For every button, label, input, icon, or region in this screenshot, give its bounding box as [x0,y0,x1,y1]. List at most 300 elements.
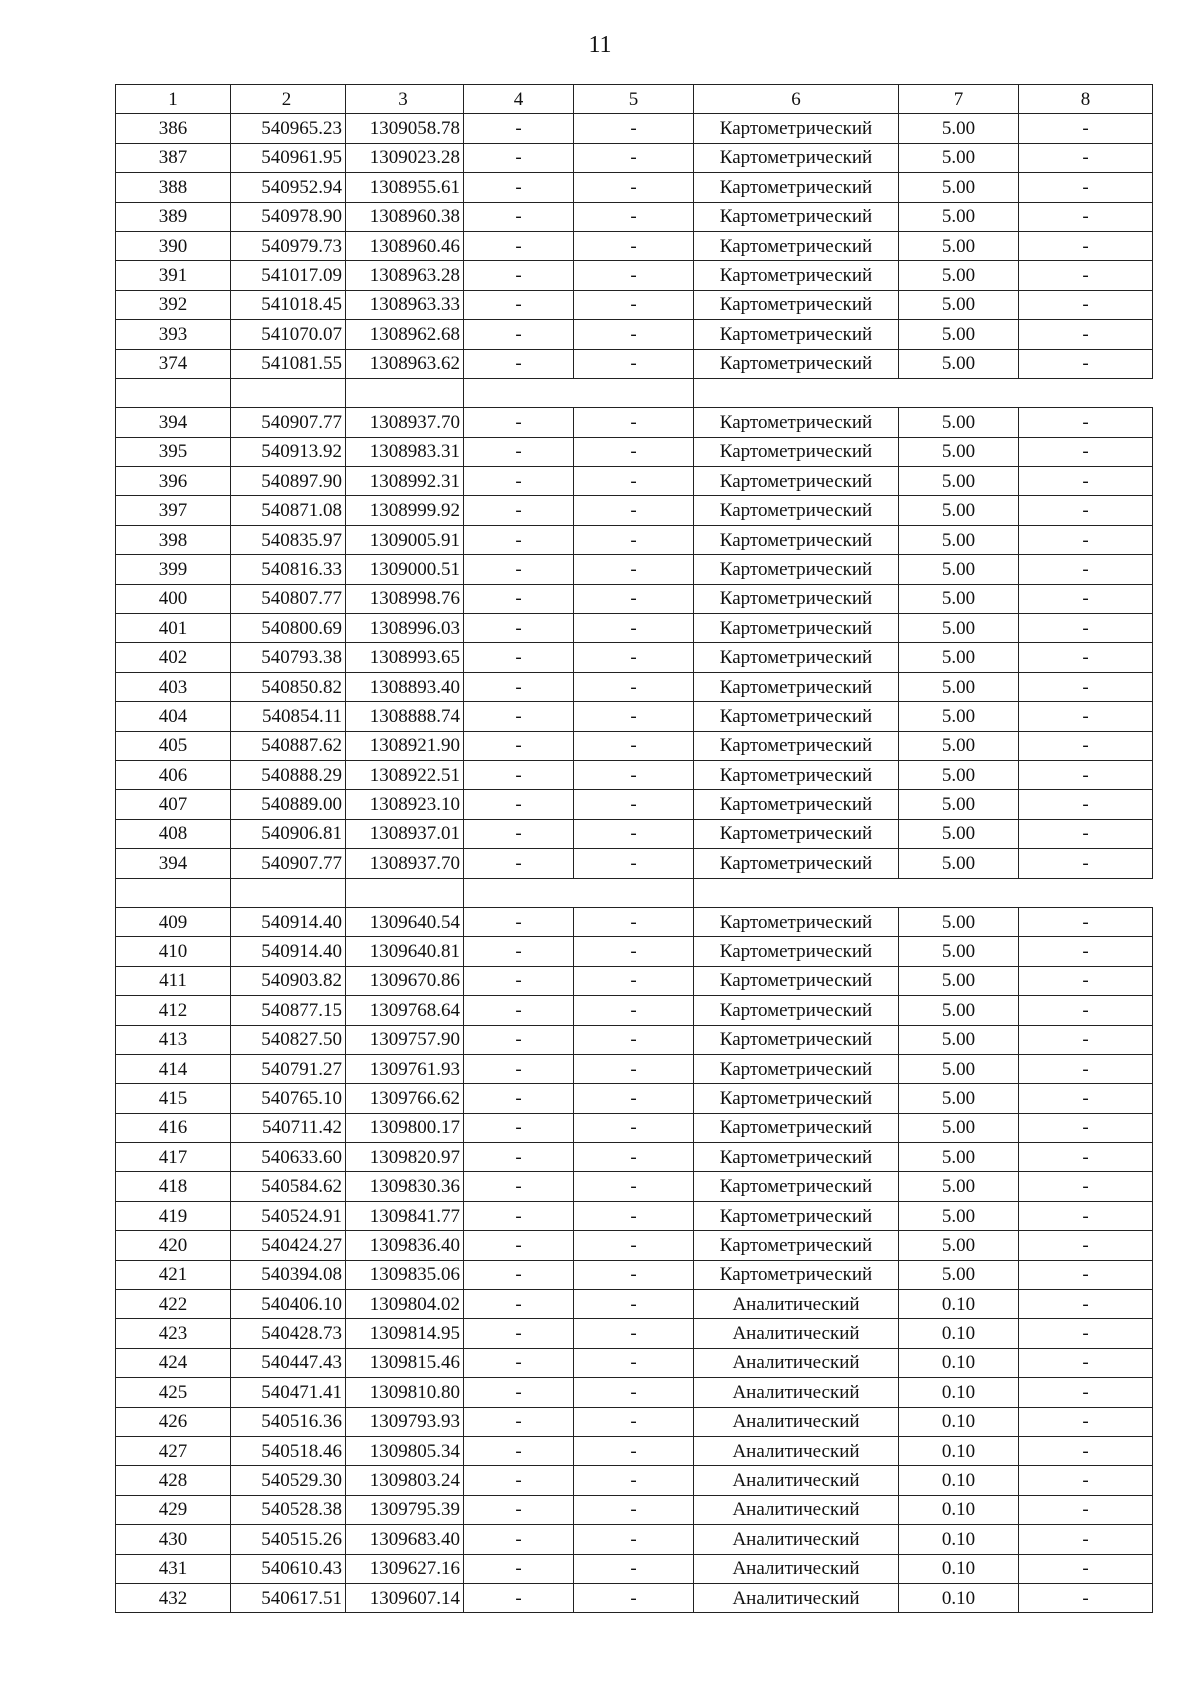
empty-cell [346,378,464,407]
table-cell: Картометрический [694,702,899,731]
table-cell: - [464,349,574,378]
table-cell: - [574,1084,694,1113]
table-cell: 1309640.81 [346,937,464,966]
table-cell: Картометрический [694,849,899,878]
table-cell: - [1019,1025,1153,1054]
table-cell: 0.10 [899,1554,1019,1583]
table-cell: - [1019,496,1153,525]
table-cell: - [574,1231,694,1260]
table-cell: 5.00 [899,143,1019,172]
column-header: 1 [116,85,231,114]
table-cell: 540961.95 [231,143,346,172]
table-cell: 540965.23 [231,114,346,143]
table-row [116,1466,1153,1495]
table-cell: Картометрический [694,1054,899,1083]
table-cell: 540424.27 [231,1231,346,1260]
table-cell: 541017.09 [231,261,346,290]
table-cell: - [574,437,694,466]
table-cell: - [1019,614,1153,643]
table-cell: Картометрический [694,996,899,1025]
table-cell: Аналитический [694,1348,899,1377]
table-cell: - [1019,819,1153,848]
table-row [116,1290,1153,1319]
table-cell: - [574,525,694,554]
table-cell: - [574,907,694,936]
table-cell: Картометрический [694,231,899,260]
table-cell: 1308992.31 [346,467,464,496]
empty-cell [899,878,1019,907]
empty-cell [1019,878,1153,907]
table-cell: - [1019,1436,1153,1465]
table-cell: Картометрический [694,320,899,349]
table-cell: Картометрический [694,584,899,613]
table-cell: 1309810.80 [346,1378,464,1407]
table-cell: 540913.92 [231,437,346,466]
table-cell: - [574,496,694,525]
table-cell: 540633.60 [231,1143,346,1172]
table-cell: - [464,231,574,260]
table-cell: Картометрический [694,937,899,966]
table-cell: 5.00 [899,1231,1019,1260]
table-cell: - [464,1143,574,1172]
table-cell: 5.00 [899,672,1019,701]
table-cell: - [574,231,694,260]
table-cell: 390 [116,231,231,260]
table-cell: 398 [116,525,231,554]
table-cell: 540854.11 [231,702,346,731]
table-row [116,1319,1153,1348]
table-cell: 0.10 [899,1583,1019,1612]
table-cell: - [1019,702,1153,731]
table-cell: - [1019,1495,1153,1524]
table-cell: Картометрический [694,143,899,172]
table-cell: 540765.10 [231,1084,346,1113]
table-row [116,555,1153,584]
table-cell: 423 [116,1319,231,1348]
table-cell: - [574,584,694,613]
table-cell: 5.00 [899,1260,1019,1289]
table-cell: 5.00 [899,1172,1019,1201]
table-cell: Аналитический [694,1583,899,1612]
table-cell: - [1019,1290,1153,1319]
table-cell: 5.00 [899,496,1019,525]
table-cell: 5.00 [899,760,1019,789]
empty-cell [116,378,231,407]
table-cell: - [1019,1143,1153,1172]
table-cell: 394 [116,849,231,878]
table-row [116,672,1153,701]
column-header: 7 [899,85,1019,114]
table-cell: - [1019,261,1153,290]
table-cell: 540793.38 [231,643,346,672]
column-header: 4 [464,85,574,114]
table-cell: 1308937.70 [346,849,464,878]
table-cell: 540529.30 [231,1466,346,1495]
table-cell: - [464,1319,574,1348]
table-cell: 5.00 [899,437,1019,466]
table-cell: - [574,320,694,349]
table-cell: 540888.29 [231,760,346,789]
table-cell: 540406.10 [231,1290,346,1319]
table-cell: 1308937.70 [346,408,464,437]
table-cell: - [464,1583,574,1612]
table-cell: - [574,1025,694,1054]
table-cell: - [464,1407,574,1436]
table-cell: - [464,202,574,231]
table-cell: - [574,349,694,378]
table-cell: 400 [116,584,231,613]
table-cell: 1309803.24 [346,1466,464,1495]
table-cell: 5.00 [899,937,1019,966]
table-cell: - [574,1260,694,1289]
table-cell: - [1019,1201,1153,1230]
table-cell: - [464,1525,574,1554]
table-cell: 417 [116,1143,231,1172]
table-row [116,1201,1153,1230]
table-cell: 5.00 [899,1054,1019,1083]
table-cell: 424 [116,1348,231,1377]
table-cell: 432 [116,1583,231,1612]
table-cell: 1308998.76 [346,584,464,613]
table-cell: 406 [116,760,231,789]
table-row [116,173,1153,202]
table-cell: 541070.07 [231,320,346,349]
table-row [116,907,1153,936]
table-row [116,614,1153,643]
table-cell: - [464,173,574,202]
table-cell: - [1019,1172,1153,1201]
table-cell: Аналитический [694,1554,899,1583]
table-cell: 540518.46 [231,1436,346,1465]
table-cell: 5.00 [899,966,1019,995]
table-cell: 1308962.68 [346,320,464,349]
table-cell: 5.00 [899,467,1019,496]
table-cell: Аналитический [694,1290,899,1319]
table-cell: 540903.82 [231,966,346,995]
table-row [116,1172,1153,1201]
table-cell: 0.10 [899,1525,1019,1554]
table-cell: - [574,760,694,789]
table-cell: Картометрический [694,290,899,319]
table-cell: 5.00 [899,907,1019,936]
table-cell: Аналитический [694,1525,899,1554]
table-cell: - [574,1172,694,1201]
table-row [116,1231,1153,1260]
page-number: 11 [588,32,612,58]
table-cell: - [1019,790,1153,819]
table-cell: 0.10 [899,1436,1019,1465]
table-cell: - [574,1290,694,1319]
table-cell: Аналитический [694,1436,899,1465]
table-cell: - [574,1143,694,1172]
table-cell: - [464,1201,574,1230]
table-row [116,819,1153,848]
table-cell: - [1019,1554,1153,1583]
table-cell: - [464,1378,574,1407]
table-cell: 408 [116,819,231,848]
table-cell: - [464,114,574,143]
table-cell: 540897.90 [231,467,346,496]
table-cell: 5.00 [899,702,1019,731]
table-cell: 401 [116,614,231,643]
table-cell: - [574,408,694,437]
table-cell: - [464,1113,574,1142]
table-cell: - [464,320,574,349]
table-cell: - [1019,584,1153,613]
table-cell: Картометрический [694,202,899,231]
empty-cell [899,378,1019,407]
table-cell: 1309805.34 [346,1436,464,1465]
table-cell: 1309757.90 [346,1025,464,1054]
table-cell: 1308960.46 [346,231,464,260]
table-cell: 5.00 [899,584,1019,613]
table-cell: - [1019,1466,1153,1495]
table-cell: - [574,114,694,143]
table-cell: Аналитический [694,1319,899,1348]
table-cell: 399 [116,555,231,584]
table-row [116,1554,1153,1583]
table-cell: 5.00 [899,790,1019,819]
table-cell: 5.00 [899,525,1019,554]
table-cell: 540889.00 [231,790,346,819]
table-cell: - [464,731,574,760]
table-cell: 1308963.62 [346,349,464,378]
table-cell: 540816.33 [231,555,346,584]
table-cell: 396 [116,467,231,496]
table-cell: - [464,1554,574,1583]
table-cell: 1309820.97 [346,1143,464,1172]
table-cell: 5.00 [899,349,1019,378]
table-row [116,525,1153,554]
table-cell: 397 [116,496,231,525]
table-cell: 403 [116,672,231,701]
table-cell: - [574,643,694,672]
table-cell: 1309841.77 [346,1201,464,1230]
table-cell: Картометрический [694,525,899,554]
table-cell: 5.00 [899,996,1019,1025]
table-cell: 540711.42 [231,1113,346,1142]
table-cell: Картометрический [694,672,899,701]
table-row [116,467,1153,496]
table-cell: - [1019,349,1153,378]
table-cell: Картометрический [694,1143,899,1172]
table-cell: 1308921.90 [346,731,464,760]
table-cell: 1309005.91 [346,525,464,554]
empty-cell [231,378,346,407]
table-cell: 5.00 [899,114,1019,143]
table-cell: 5.00 [899,202,1019,231]
table-cell: 1308963.33 [346,290,464,319]
table-cell: 0.10 [899,1319,1019,1348]
table-cell: 1309768.64 [346,996,464,1025]
table-cell: 429 [116,1495,231,1524]
table-cell: 1309607.14 [346,1583,464,1612]
table-cell: - [464,1231,574,1260]
table-cell: 402 [116,643,231,672]
column-header: 5 [574,85,694,114]
table-cell: - [574,1319,694,1348]
table-cell: - [574,143,694,172]
table-cell: 1308955.61 [346,173,464,202]
table-cell: - [574,996,694,1025]
table-cell: 430 [116,1525,231,1554]
table-cell: 540914.40 [231,937,346,966]
table-cell: 540887.62 [231,731,346,760]
table-cell: - [574,1466,694,1495]
table-cell: 5.00 [899,643,1019,672]
table-cell: 540907.77 [231,408,346,437]
table-cell: 386 [116,114,231,143]
table-cell: - [464,907,574,936]
table-cell: 540447.43 [231,1348,346,1377]
table-cell: - [574,202,694,231]
table-cell: - [1019,937,1153,966]
table-cell: 540978.90 [231,202,346,231]
table-cell: 1308937.01 [346,819,464,848]
table-cell: 1309670.86 [346,966,464,995]
table-cell: 540610.43 [231,1554,346,1583]
table-cell: - [1019,114,1153,143]
table-cell: - [574,1407,694,1436]
table-cell: 389 [116,202,231,231]
table-cell: 374 [116,349,231,378]
table-cell: Картометрический [694,1084,899,1113]
table-cell: 1309683.40 [346,1525,464,1554]
table-cell: Картометрический [694,1025,899,1054]
table-cell: 1308960.38 [346,202,464,231]
table-cell: - [1019,672,1153,701]
table-cell: - [1019,408,1153,437]
table-cell: 1308983.31 [346,437,464,466]
table-cell: 540428.73 [231,1319,346,1348]
table-cell: - [1019,555,1153,584]
table-cell: - [1019,1231,1153,1260]
table-cell: - [1019,1319,1153,1348]
table-cell: 416 [116,1113,231,1142]
table-cell: 411 [116,966,231,995]
table-cell: 540807.77 [231,584,346,613]
table-cell: 1308993.65 [346,643,464,672]
table-cell: 5.00 [899,731,1019,760]
table-cell: 1309795.39 [346,1495,464,1524]
table-cell: Картометрический [694,907,899,936]
table-cell: 431 [116,1554,231,1583]
table-cell: - [464,408,574,437]
table-cell: - [574,849,694,878]
empty-cell [694,378,899,407]
table-cell: - [1019,643,1153,672]
table-cell: - [464,1025,574,1054]
table-cell: 5.00 [899,231,1019,260]
table-cell: - [574,819,694,848]
table-cell: - [464,555,574,584]
table-cell: 420 [116,1231,231,1260]
table-row [116,1495,1153,1524]
table-cell: 540471.41 [231,1378,346,1407]
table-cell: 1309000.51 [346,555,464,584]
table-cell: - [1019,966,1153,995]
table-cell: 412 [116,996,231,1025]
table-cell: 1309800.17 [346,1113,464,1142]
table-cell: 419 [116,1201,231,1230]
table-cell: - [464,849,574,878]
table-cell: 1308893.40 [346,672,464,701]
table-cell: - [464,819,574,848]
table-cell: - [574,290,694,319]
table-cell: 394 [116,408,231,437]
table-cell: - [574,1436,694,1465]
table-cell: - [464,1436,574,1465]
table-cell: 540617.51 [231,1583,346,1612]
table-cell: - [464,1495,574,1524]
table-cell: 540394.08 [231,1260,346,1289]
table-cell: - [574,1554,694,1583]
table-cell: Картометрический [694,790,899,819]
table-cell: - [1019,290,1153,319]
table-row [116,290,1153,319]
separator-row [116,378,1153,407]
table-cell: - [464,496,574,525]
table-cell: 540914.40 [231,907,346,936]
table-cell: 540906.81 [231,819,346,848]
table-cell: - [1019,996,1153,1025]
table-cell: 540791.27 [231,1054,346,1083]
table-cell: 1309640.54 [346,907,464,936]
table-cell: 540800.69 [231,614,346,643]
table-cell: Картометрический [694,731,899,760]
table-cell: - [464,290,574,319]
table-cell: 418 [116,1172,231,1201]
table-cell: - [464,1260,574,1289]
table-cell: 0.10 [899,1495,1019,1524]
table-cell: Аналитический [694,1378,899,1407]
table-cell: 415 [116,1084,231,1113]
table-cell: - [574,555,694,584]
table-cell: 391 [116,261,231,290]
table-cell: - [574,1378,694,1407]
column-header: 6 [694,85,899,114]
table-cell: 426 [116,1407,231,1436]
table-row [116,114,1153,143]
table-cell: - [574,1583,694,1612]
table-cell: - [1019,760,1153,789]
table-cell: - [464,1054,574,1083]
table-cell: - [574,614,694,643]
table-cell: Картометрический [694,1201,899,1230]
table-cell: - [1019,1348,1153,1377]
table-cell: - [464,1172,574,1201]
table-cell: 540524.91 [231,1201,346,1230]
table-cell: Картометрический [694,496,899,525]
table-cell: - [1019,1084,1153,1113]
table-cell: - [574,1201,694,1230]
separator-row [116,878,1153,907]
table-cell: Картометрический [694,614,899,643]
table-cell: 540877.15 [231,996,346,1025]
table-row [116,496,1153,525]
table-cell: - [574,1113,694,1142]
table-row [116,320,1153,349]
table-cell: - [464,937,574,966]
table-cell: 540827.50 [231,1025,346,1054]
table-cell: - [574,467,694,496]
table-cell: - [1019,467,1153,496]
table-cell: - [1019,320,1153,349]
table-cell: 1309627.16 [346,1554,464,1583]
table-row [116,702,1153,731]
table-cell: - [1019,1407,1153,1436]
table-cell: - [464,525,574,554]
